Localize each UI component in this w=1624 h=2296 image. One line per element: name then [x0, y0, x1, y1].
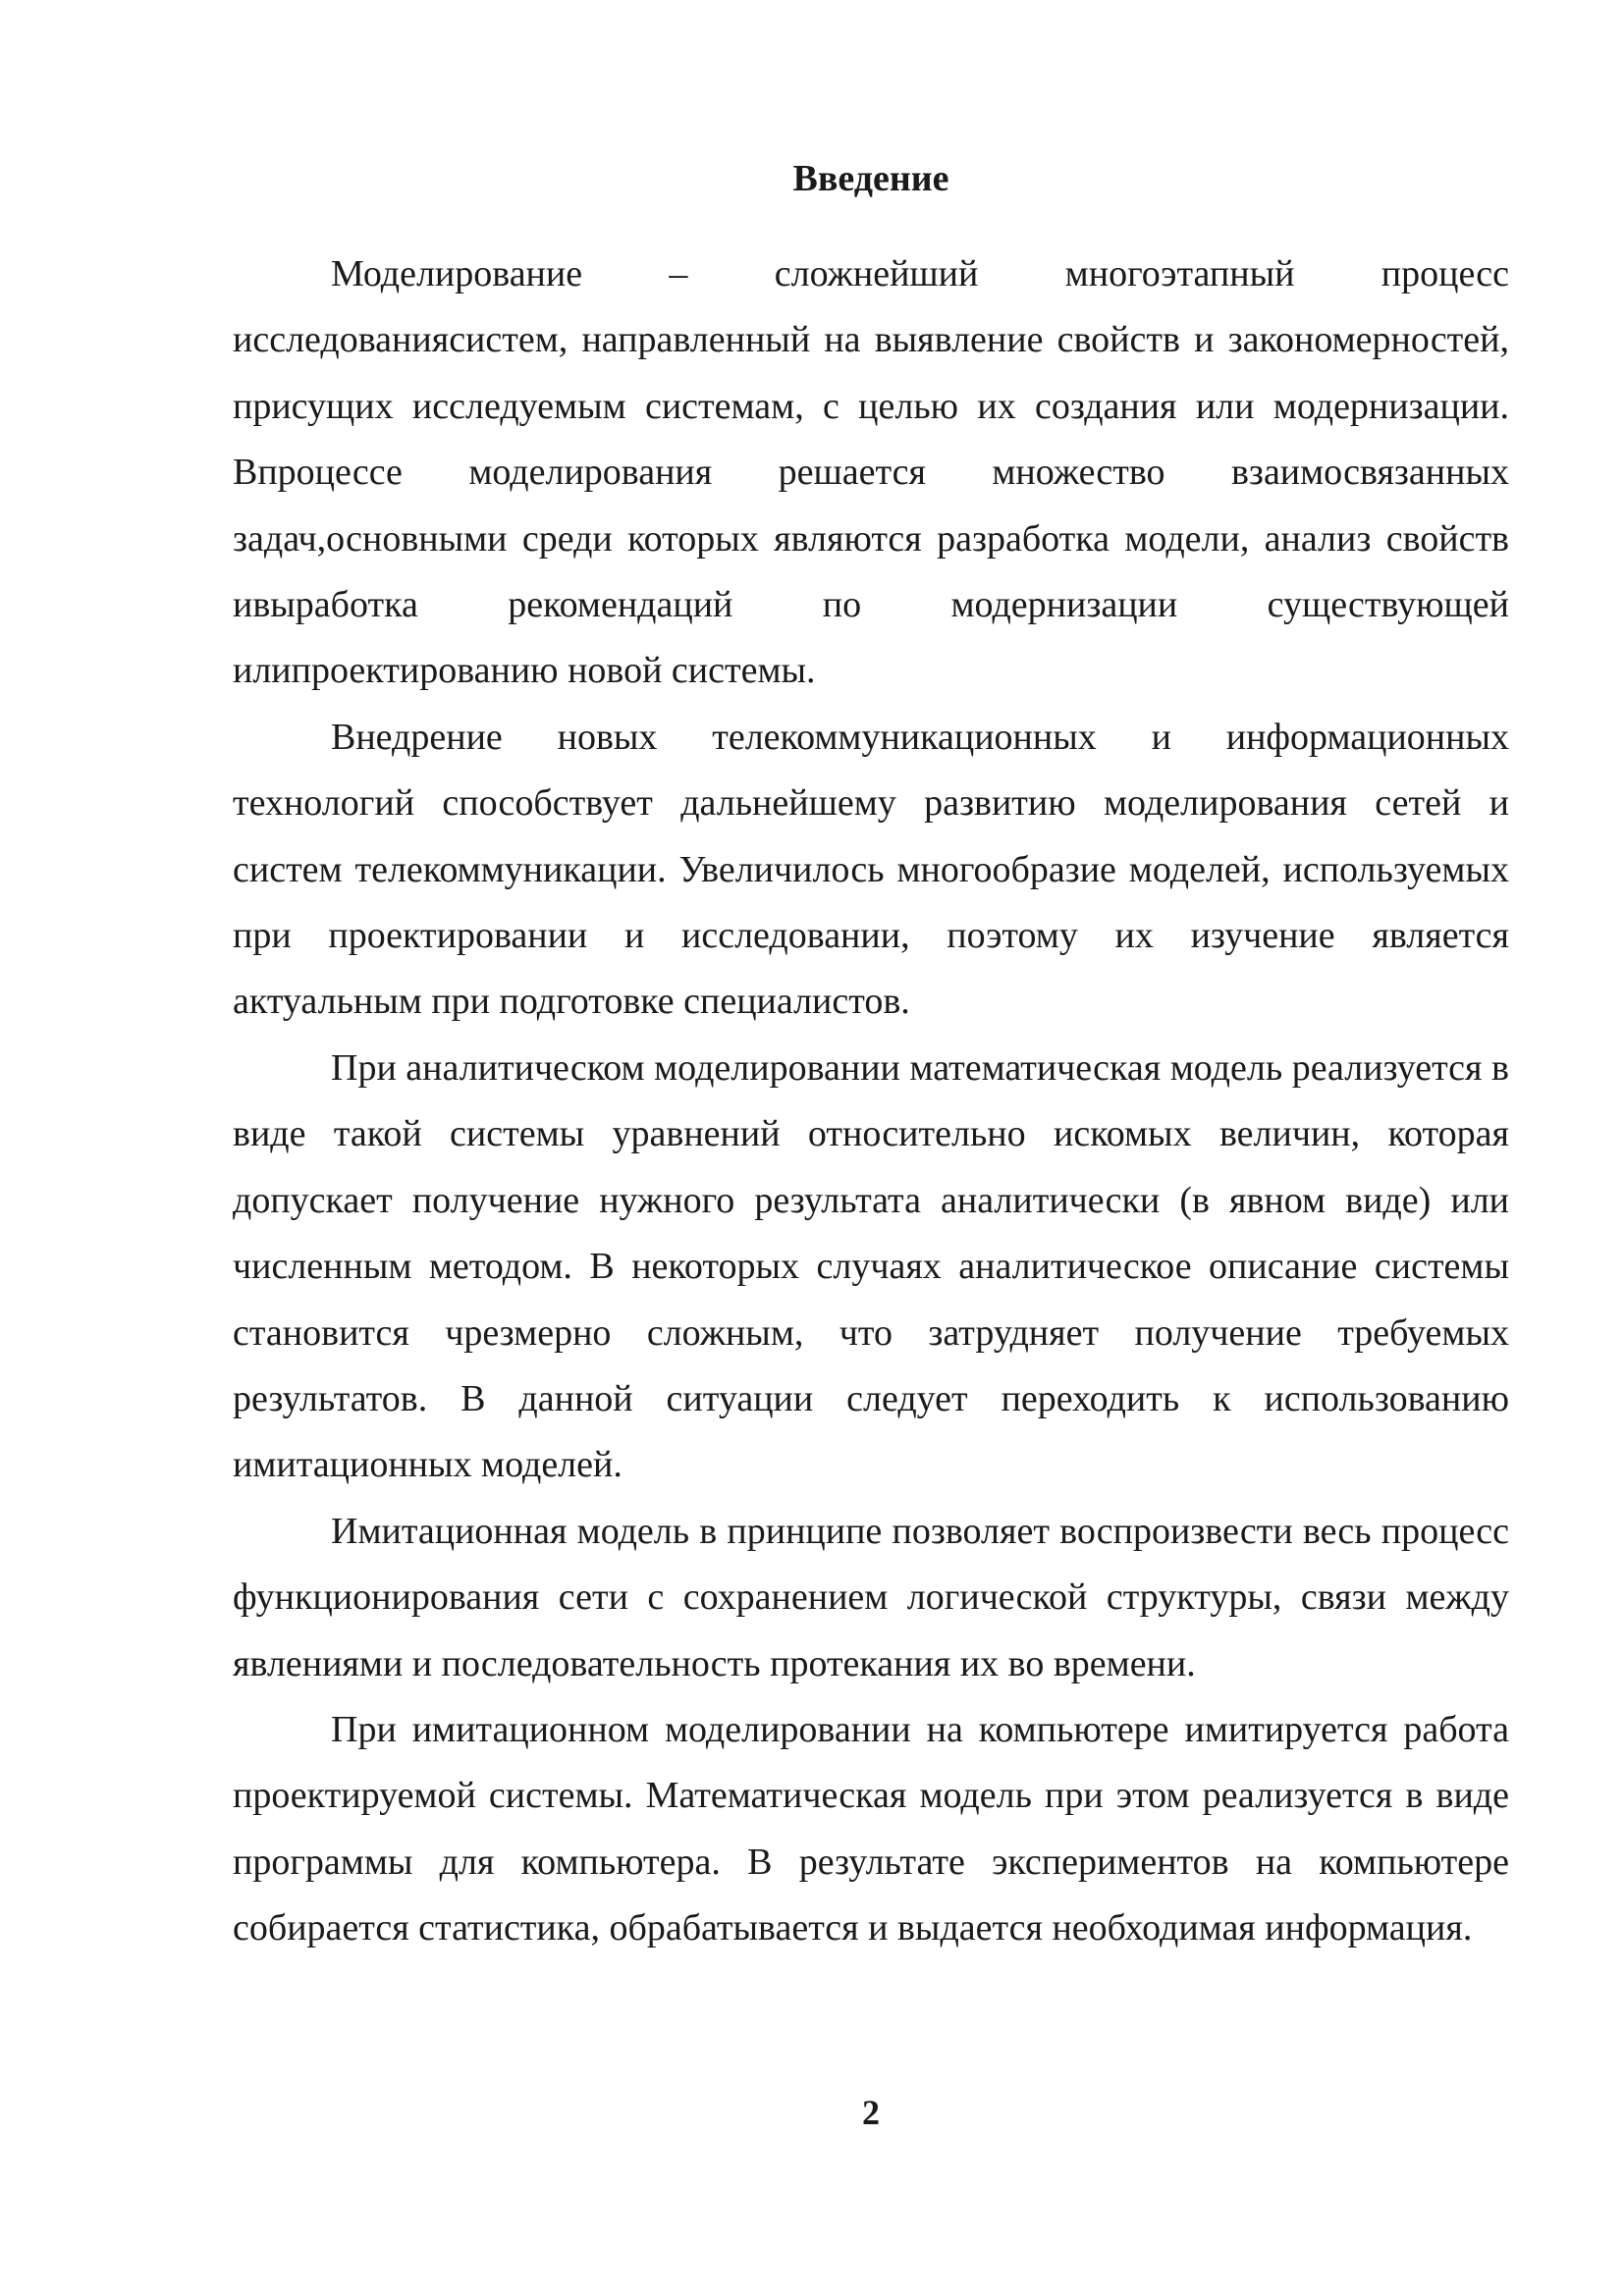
page-number: 2	[862, 2093, 880, 2132]
paragraph-4: Имитационная модель в принципе позволяет воспроизвести весь процесс функционирования сети с сохранением логической структуры, связи между явлениями и последовательность протекания их во времени.	[233, 1510, 1509, 1684]
paragraph-2: Внедрение новых телекоммуникационных и информационных технологий способствует дальнейшему развитию моделирования сетей и систем телекоммуникации. Увеличилось многообразие моделей, используемых при проектировании и исследовании, поэтому их изучение является актуальным при подготовке специалистов.	[233, 716, 1509, 1023]
paragraph-5: При имитационном моделировании на компьютере имитируется работа проектируемой системы. Математическая модель при этом реализуется в виде программы для компьютера. В результате экспериментов на компьютере собирается статистика, обрабатывается и выдается необходимая информация.	[233, 1708, 1509, 1949]
body-text	[233, 241, 1509, 1962]
section-title: Введение	[792, 158, 949, 199]
paragraph-3: При аналитическом моделировании математическая модель реализуется в виде такой системы уравнений относительно искомых величин, которая допускает получение нужного результата аналитически (в явном виде) или численным методом. В некоторых случаях аналитическое описание системы становится чрезмерно сложным, что затрудняет получение требуемых результатов. В данной ситуации следует переходить к использованию имитационных моделей.	[233, 1046, 1509, 1486]
paragraph-1: Моделирование – сложнейший многоэтапный процесс исследованиясистем, направленный на выявление свойств и закономерностей, присущих исследуемым системам, с целью их создания или модернизации. Впроцессе моделирования решается множество взаимосвязанных задач,основными среди которых являются разработка модели, анализ свойств ивыработка рекомендаций по модернизации существующей илипроектированию новой системы.	[233, 253, 1509, 692]
